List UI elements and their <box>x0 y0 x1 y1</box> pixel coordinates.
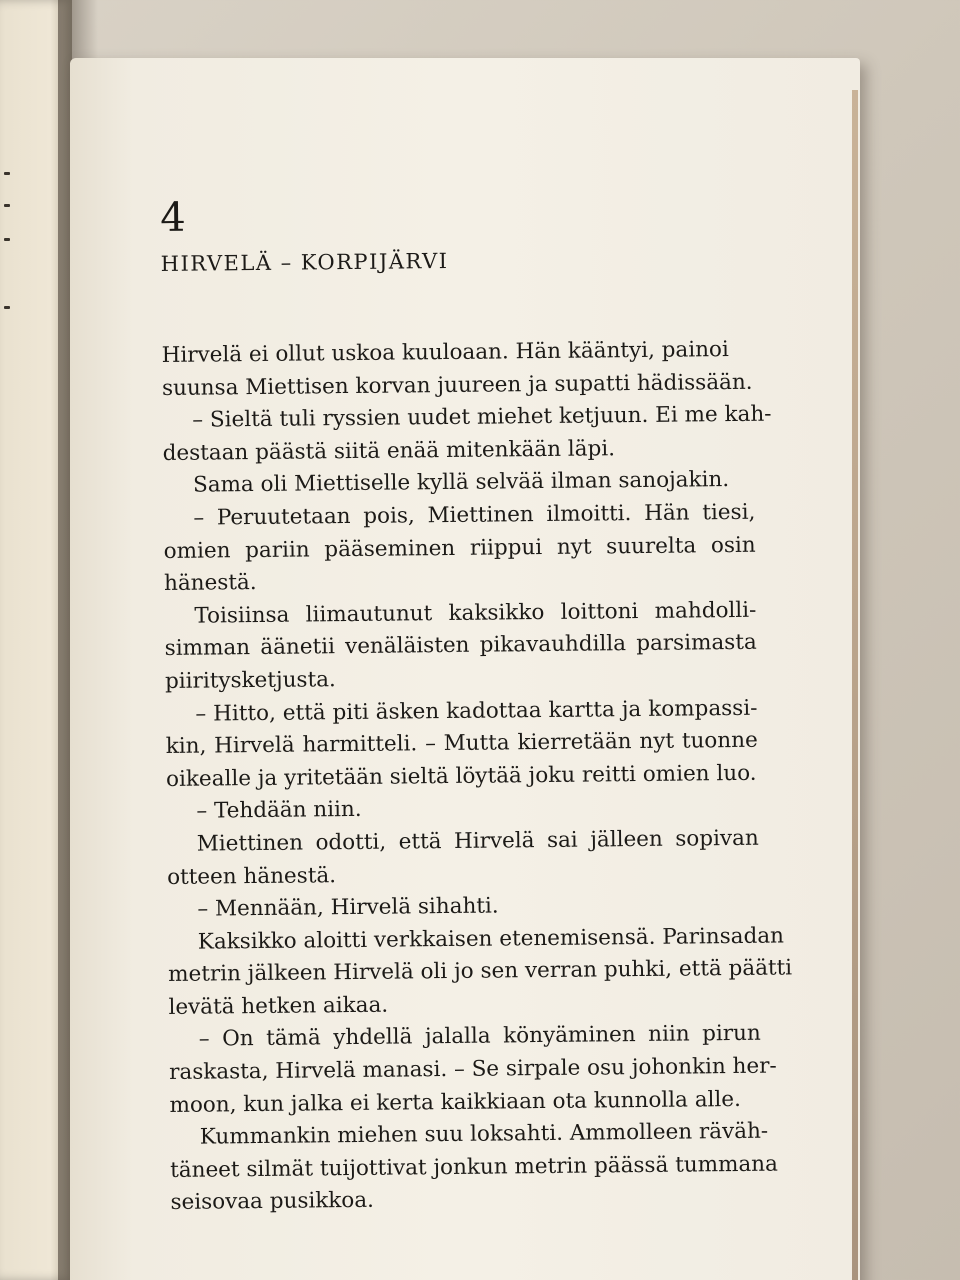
text-line: Toisiinsa liimautunut kaksikko loittoni mahdolli- <box>194 597 757 629</box>
text-line: omien pariin pääseminen riippui nyt suurelta osin <box>163 532 756 564</box>
text-line: Kaksikko aloitti verkkaisen etenemisensä. Parinsadan <box>197 923 785 955</box>
text-line: Sama oli Miettiselle kyllä selvää ilman sanojakin. <box>192 467 730 499</box>
chapter-number: 4 <box>159 194 186 241</box>
text-line: Kummankin miehen suu loksahti. Ammolleen räväh- <box>199 1118 769 1150</box>
text-line: otteen hänestä. <box>167 862 337 890</box>
text-line: Miettinen odotti, että Hirvelä sai jälleen sopivan <box>196 825 759 857</box>
text-line: täneet silmät tuijottivat jonkun metrin päässä tummana <box>170 1151 779 1183</box>
chapter-title: HIRVELÄ – KORPIJÄRVI <box>160 248 449 276</box>
text-line: Hirvelä ei ollut uskoa kuuloaan. Hän kääntyi, painoi <box>161 337 729 368</box>
text-line: metrin jälkeen Hirvelä oli jo sen verran puhki, että päätti <box>168 955 793 988</box>
text-line: hänestä. <box>163 570 257 597</box>
text-line: seisovaa pusikkoa. <box>170 1188 375 1216</box>
text-line: oikealle ja yritetään sieltä löytää joku reitti omien luo. <box>165 760 757 792</box>
text-line: – Tehdään niin. <box>196 797 362 824</box>
text-line: moon, kun jalka ei kerta kaikkiaan ota kunnolla alle. <box>169 1086 742 1118</box>
page-edge <box>852 90 858 1280</box>
text-line: – Hitto, että piti äsken kadottaa kartta ja kompassi- <box>195 695 758 727</box>
text-line: destaan päästä siitä enää mitenkään läpi. <box>162 436 616 466</box>
text-line: raskasta, Hirvelä manasi. – Se sirpale osu johonkin her- <box>169 1053 777 1086</box>
text-line: suunsa Miettisen korvan juureen ja supatti hädissään. <box>161 369 753 401</box>
text-line: piiritysketjusta. <box>164 667 336 694</box>
text-line: – Sieltä tuli ryssien uudet miehet ketjuun. Ei me kah- <box>192 401 772 433</box>
text-line: simman äänetii venäläisten pikavauhdilla parsimasta <box>164 630 757 662</box>
text-line: – On tämä yhdellä jalalla könyäminen niin pirun <box>198 1021 761 1053</box>
text-line: – Peruutetaan pois, Miettinen ilmoitti. Hän tiesi, <box>193 499 756 531</box>
text-line: levätä hetken aikaa. <box>168 992 389 1020</box>
text-line: kin, Hirvelä harmitteli. – Mutta kierretään nyt tuonne <box>165 727 758 760</box>
text-line: – Mennään, Hirvelä sihahti. <box>197 893 499 922</box>
body-text <box>161 334 793 1220</box>
page-text-block <box>159 190 793 1220</box>
